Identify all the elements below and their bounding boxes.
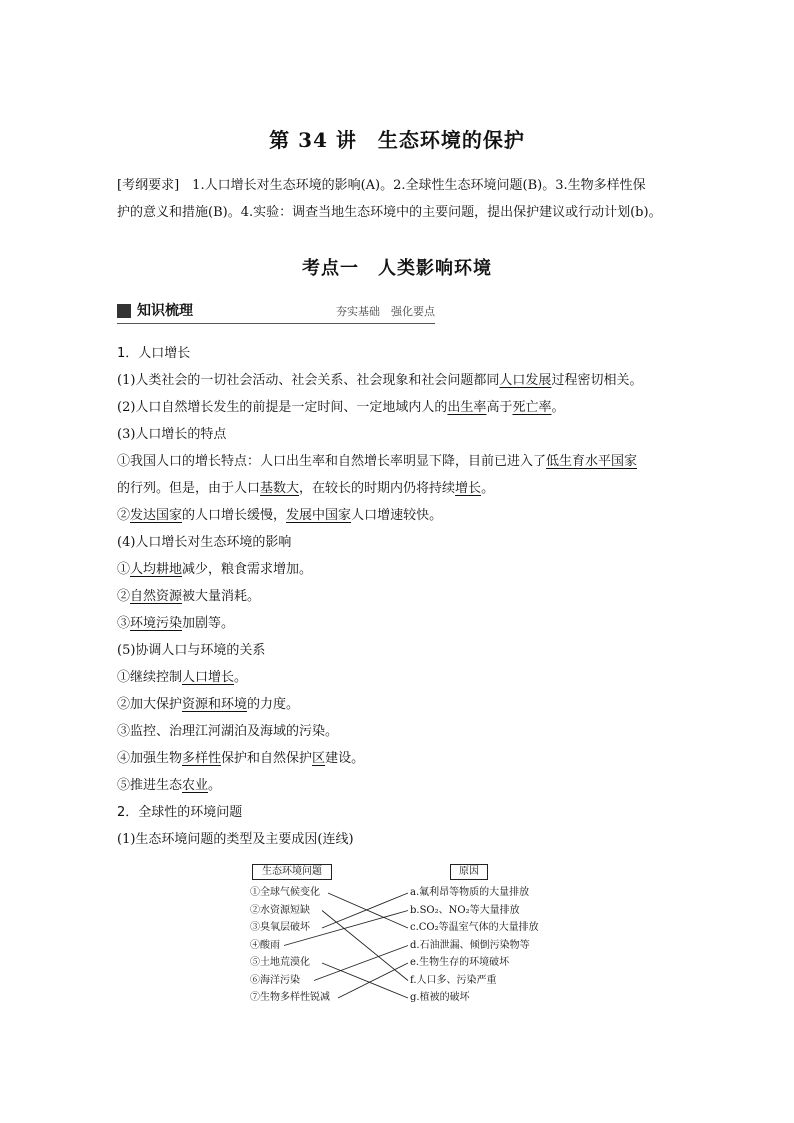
requirements-line-2: 护的意义和措施(B)。4.实验：调查当地生态环境中的主要问题，提出保护建议或行动计划(b)。	[117, 205, 662, 220]
heading-population-growth: 1．人口增长	[117, 346, 191, 361]
match-line	[314, 946, 408, 981]
paragraph: ①继续控制人口增长。	[117, 670, 248, 685]
answer-blank: 低生育水平国家	[546, 454, 638, 469]
answer-blank: 人口发展	[499, 373, 552, 388]
answer-blank: 资源和环境	[182, 697, 248, 712]
paragraph: 的行列。但是，由于人口基数大，在较长的时期内仍将持续增长。	[117, 481, 495, 496]
cause-item: f.人口多、污染严重	[410, 974, 497, 986]
paragraph: ⑤推进生态农业。	[117, 778, 222, 793]
paragraph: ④加强生物多样性保护和自然保护区建设。	[117, 751, 365, 766]
problem-item: ⑦生物多样性锐减	[250, 992, 330, 1003]
answer-blank: 自然资源	[130, 589, 183, 604]
cause-item: a.氟利昂等物质的大量排放	[410, 887, 530, 898]
problem-item: ⑥海洋污染	[250, 974, 300, 986]
answer-blank: 环境污染	[130, 616, 183, 631]
problem-item: ④酸雨	[250, 939, 280, 951]
matching-diagram	[248, 862, 558, 1012]
content-body	[117, 340, 697, 853]
paragraph: (2)人口自然增长发生的前提是一定时间、一定地域内人的出生率高于死亡率。	[117, 400, 565, 415]
answer-blank: 农业	[182, 778, 209, 793]
page-title: 第 34 讲 生态环境的保护	[269, 128, 525, 152]
paragraph: ②发达国家的人口增长缓慢，发展中国家人口增速较快。	[117, 508, 443, 523]
match-line	[322, 963, 408, 998]
problem-item: ②水资源短缺	[250, 904, 310, 916]
paragraph: (1)生态环境问题的类型及主要成因(连线)	[117, 832, 354, 847]
answer-blank: 发达国家	[130, 508, 183, 523]
requirements-label: [考纲要求]	[117, 178, 180, 193]
paragraph: (5)协调人口与环境的关系	[117, 643, 266, 658]
problem-item: ③臭氧层破坏	[250, 922, 310, 933]
paragraph: ②加大保护资源和环境的力度。	[117, 697, 300, 712]
cause-item: c.CO₂等温室气体的大量排放	[410, 922, 539, 933]
paragraph: ③环境污染加剧等。	[117, 616, 235, 631]
problem-item: ⑤土地荒漠化	[250, 957, 310, 968]
right-header-box: 原因	[450, 864, 488, 880]
requirements-line-1: [考纲要求] 1.人口增长对生态环境的影响(A)。2.全球性生态环境问题(B)。3.生物多样性保	[117, 178, 646, 193]
answer-blank: 多样性	[182, 751, 222, 766]
answer-blank: 出生率	[447, 400, 487, 415]
cause-item: g.植被的破坏	[410, 992, 470, 1003]
paragraph: (1)人类社会的一切社会活动、社会关系、社会现象和社会问题都同人口发展过程密切相关。	[117, 373, 643, 388]
paragraph: (3)人口增长的特点	[117, 427, 227, 442]
answer-blank: 区	[312, 751, 326, 766]
cause-item: e.生物生存的环境破坏	[410, 957, 510, 968]
heading-global-env-issues: 2．全球性的环境问题	[117, 805, 243, 820]
answer-blank: 发展中国家	[286, 508, 352, 523]
paragraph: (4)人口增长对生态环境的影响	[117, 535, 292, 550]
paragraph: ②自然资源被大量消耗。	[117, 589, 261, 604]
section-title: 考点一 人类影响环境	[302, 258, 492, 279]
left-header-box: 生态环境问题	[252, 864, 332, 880]
answer-blank: 人均耕地	[130, 562, 183, 577]
answer-blank: 基数大	[260, 481, 300, 496]
answer-blank: 增长	[455, 481, 482, 496]
cause-item: d.石油泄漏、倾倒污染物等	[410, 939, 530, 951]
matching-lines	[248, 862, 558, 1012]
paragraph: ③监控、治理江河湖泊及海域的污染。	[117, 724, 339, 739]
paragraph: ①我国人口的增长特点：人口出生率和自然增长率明显下降，目前已进入了低生育水平国家	[117, 454, 638, 469]
match-line	[322, 911, 408, 981]
knowledge-box-label: 知识梳理	[137, 303, 193, 319]
problem-item: ①全球气候变化	[250, 887, 320, 898]
square-icon	[117, 304, 131, 318]
knowledge-box-subtitle: 夯实基础 强化要点	[336, 305, 435, 318]
exam-requirements	[117, 172, 697, 226]
knowledge-box-header	[117, 301, 435, 324]
answer-blank: 人口增长	[182, 670, 235, 685]
match-line	[338, 963, 408, 998]
paragraph: ①人均耕地减少，粮食需求增加。	[117, 562, 313, 577]
cause-item: b.SO₂、NO₂等大量排放	[410, 904, 520, 916]
answer-blank: 死亡率	[512, 400, 552, 415]
